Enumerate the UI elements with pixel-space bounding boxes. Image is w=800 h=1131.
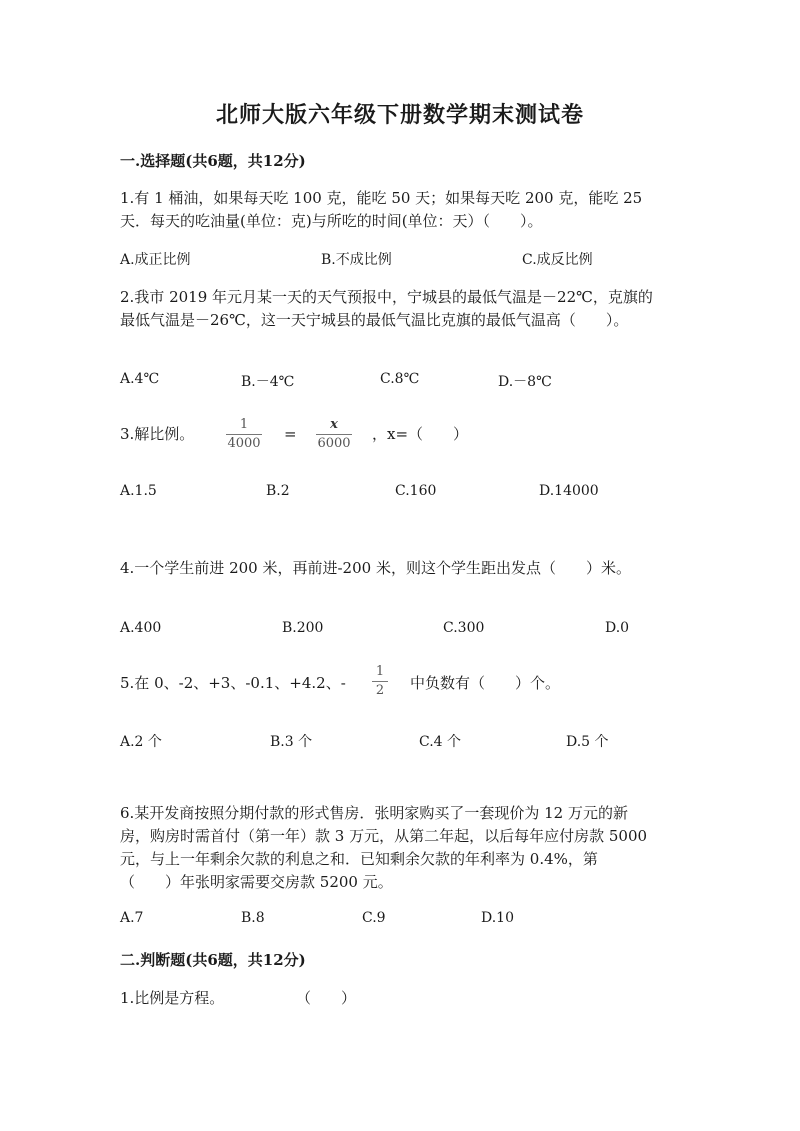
fraction-denominator: 4000 — [227, 436, 261, 451]
question-2-option-a: A.4℃ — [120, 371, 160, 387]
fraction-numerator: 1 — [375, 664, 385, 679]
judgement-1-blank: （ ） — [296, 989, 357, 1007]
question-2-line-2: 最低气温是－26℃，这一天宁城县的最低气温比克旗的最低气温高（ ）。 — [120, 311, 629, 329]
question-4-option-d: D.0 — [605, 620, 630, 636]
question-3-suffix: ，x=（ ） — [372, 425, 469, 443]
fraction-one-half — [372, 664, 388, 699]
question-4-line-1: 4.一个学生前进 200 米，再前进-200 米，则这个学生距出发点（ ）米。 — [120, 559, 631, 577]
question-1-line-1: 1.有 1 桶油，如果每天吃 100 克，能吃 50 天；如果每天吃 200 克，能吃 25 — [120, 189, 643, 207]
question-3-option-d: D.14000 — [539, 483, 599, 499]
question-1-line-2: 天．每天的吃油量(单位：克)与所吃的时间(单位：天）（ ）。 — [120, 212, 543, 230]
question-2-option-d: D.－8℃ — [498, 374, 552, 390]
question-6-option-c: C.9 — [362, 910, 386, 926]
question-1-option-c: C.成反比例 — [522, 252, 593, 268]
fraction-bar — [372, 681, 388, 682]
question-1-option-a: A.成正比例 — [120, 252, 191, 268]
fraction-denominator: 2 — [375, 683, 385, 698]
question-5-option-b: B.3 个 — [270, 734, 313, 750]
page-title: 北师大版六年级下册数学期末测试卷 — [215, 102, 584, 128]
question-3-option-a: A.1.5 — [120, 483, 157, 499]
question-2-option-b: B.－4℃ — [241, 374, 295, 390]
question-1-option-b: B.不成比例 — [321, 252, 392, 268]
fraction-1-over-4000 — [226, 417, 262, 452]
question-6-option-a: A.7 — [120, 910, 144, 926]
fraction-denominator: 6000 — [317, 436, 351, 451]
fraction-bar — [226, 434, 262, 435]
question-6-line-2: 房，购房时需首付（第一年）款 3 万元，从第二年起，以后每年应付房款 5000 — [120, 827, 648, 845]
equals-sign: = — [284, 425, 297, 443]
question-4-option-b: B.200 — [282, 620, 324, 636]
judgement-1-text: 1.比例是方程。 — [120, 989, 225, 1007]
fraction-bar — [316, 434, 352, 435]
question-6-line-1: 6.某开发商按照分期付款的形式售房．张明家购买了一套现价为 12 万元的新 — [120, 804, 628, 822]
question-4-option-c: C.300 — [443, 620, 485, 636]
question-3-option-c: C.160 — [395, 483, 437, 499]
question-5-suffix: 中负数有（ ）个。 — [410, 674, 561, 692]
section-heading-judgement: 二.判断题(共6题，共12分) — [120, 951, 306, 969]
question-6-option-b: B.8 — [241, 910, 265, 926]
question-6-line-4: （ ）年张明家需要交房款 5200 元。 — [120, 873, 393, 891]
question-3-option-b: B.2 — [266, 483, 290, 499]
question-2-option-c: C.8℃ — [380, 371, 420, 387]
question-5-prefix: 5.在 0、-2、+3、-0.1、+4.2、- — [120, 674, 346, 692]
fraction-numerator: x — [330, 417, 338, 432]
fraction-numerator: 1 — [239, 417, 249, 432]
question-3-prefix: 3.解比例。 — [120, 425, 195, 443]
question-2-line-1: 2.我市 2019 年元月某一天的天气预报中，宁城县的最低气温是－22℃，克旗的 — [120, 288, 653, 306]
question-4-option-a: A.400 — [120, 620, 162, 636]
question-6-line-3: 元，与上一年剩余欠款的利息之和．已知剩余欠款的年利率为 0.4%，第 — [120, 850, 598, 868]
fraction-x-over-6000 — [316, 417, 352, 452]
question-5-option-a: A.2 个 — [120, 734, 162, 750]
question-5-option-d: D.5 个 — [566, 734, 609, 750]
section-heading-choice: 一.选择题(共6题，共12分) — [120, 152, 306, 170]
question-5-option-c: C.4 个 — [419, 734, 462, 750]
question-6-option-d: D.10 — [481, 910, 514, 926]
